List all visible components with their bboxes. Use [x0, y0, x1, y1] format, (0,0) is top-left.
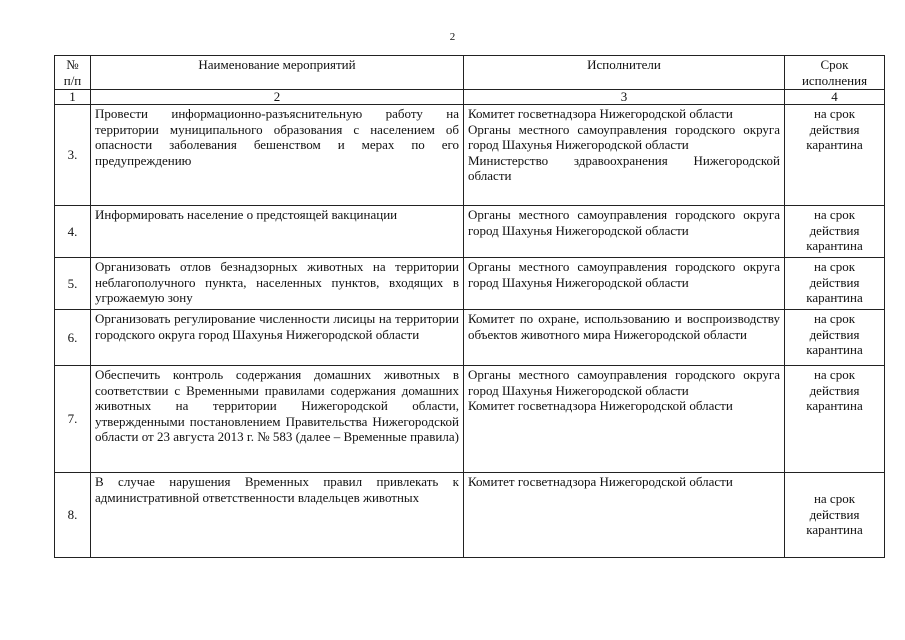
term-line: действия	[809, 506, 860, 522]
term-line: на срок	[813, 106, 856, 121]
header-name: Наименование мероприятий	[91, 56, 464, 90]
executors-cell	[464, 258, 785, 310]
measure-name: Организовать регулирование численности лисицы на территории городского округа город Шахунья Нижегородской области	[91, 310, 464, 366]
header-term-line1: Срок	[820, 57, 849, 72]
header-term	[785, 56, 885, 90]
row-number: 4.	[55, 206, 91, 258]
term-line: карантина	[806, 398, 863, 413]
table-header-row	[55, 56, 885, 90]
term-cell	[785, 206, 885, 258]
measure-name: Информировать население о предстоящей вакцинации	[91, 206, 464, 258]
term-line: карантина	[806, 522, 863, 537]
page-number: 2	[449, 31, 456, 43]
row-number: 6.	[55, 310, 91, 366]
table-row	[55, 105, 885, 206]
header-number-line2: п/п	[63, 72, 82, 88]
table-row	[55, 258, 885, 310]
column-number: 4	[785, 90, 885, 105]
term-line: карантина	[806, 342, 863, 357]
column-numbers-row	[55, 90, 885, 105]
measure-name: Организовать отлов безнадзорных животных на территории неблагополучного пункта, населенных пунктов, входящих в угрожаемую зону	[91, 258, 464, 310]
term-cell	[785, 258, 885, 310]
measures-table	[54, 55, 885, 558]
executor: Комитет госветнадзора Нижегородской области	[468, 474, 733, 489]
executors-cell	[464, 366, 785, 473]
term-line: на срок	[813, 311, 856, 326]
header-number-line1: №	[66, 57, 79, 72]
term-block	[789, 474, 880, 538]
measure-name: Провести информационно-разъяснительную работу на территории муниципального образования с населением об опасности заболевания бешенством и мерах по его предупреждению	[91, 105, 464, 206]
table-row	[55, 366, 885, 473]
measure-name: Обеспечить контроль содержания домашних животных в соответствии с Временными правилами содержания домашних животных на территории Нижегородской области, утвержденными постановлением Правительства Нижегородской области от 23 августа 2013 г. № 583 (далее – Временные правила)	[91, 366, 464, 473]
term-line: на срок	[813, 491, 856, 506]
measure-name: В случае нарушения Временных правил привлекать к административной ответственности владельцев животных	[91, 473, 464, 558]
column-number: 1	[55, 90, 91, 105]
executors-cell	[464, 105, 785, 206]
executor: Комитет госветнадзора Нижегородской области	[468, 106, 733, 121]
executor: Органы местного самоуправления городского округа город Шахунья Нижегородской области	[468, 207, 780, 238]
header-executors: Исполнители	[464, 56, 785, 90]
term-line: действия	[809, 326, 860, 342]
row-number: 8.	[55, 473, 91, 558]
column-number: 2	[91, 90, 464, 105]
term-line: карантина	[806, 290, 863, 305]
term-line: на срок	[813, 367, 856, 382]
term-line: действия	[809, 222, 860, 238]
term-line: действия	[809, 121, 860, 137]
term-cell	[785, 310, 885, 366]
term-line: действия	[809, 274, 860, 290]
executor: Органы местного самоуправления городского округа город Шахунья Нижегородской области	[468, 121, 780, 152]
executor: Комитет госветнадзора Нижегородской области	[468, 398, 733, 413]
term-line: на срок	[813, 259, 856, 274]
column-number: 3	[464, 90, 785, 105]
row-number: 3.	[55, 105, 91, 206]
term-line: на срок	[813, 207, 856, 222]
executor: Органы местного самоуправления городского округа город Шахунья Нижегородской области	[468, 367, 780, 398]
executors-cell	[464, 310, 785, 366]
table-row	[55, 310, 885, 366]
term-line: действия	[809, 382, 860, 398]
executor: Комитет по охране, использованию и воспроизводству объектов животного мира Нижегородской области	[468, 311, 780, 342]
header-number	[55, 56, 91, 90]
executors-cell	[464, 206, 785, 258]
executors-cell	[464, 473, 785, 558]
row-number: 5.	[55, 258, 91, 310]
row-number: 7.	[55, 366, 91, 473]
table-row	[55, 206, 885, 258]
executor: Министерство здравоохранения Нижегородской области	[468, 152, 780, 183]
table-row	[55, 473, 885, 558]
term-cell	[785, 105, 885, 206]
header-term-line2: исполнения	[801, 72, 868, 88]
term-line: карантина	[806, 137, 863, 152]
executor: Органы местного самоуправления городского округа город Шахунья Нижегородской области	[468, 259, 780, 290]
term-cell	[785, 473, 885, 558]
term-line: карантина	[806, 238, 863, 253]
term-cell	[785, 366, 885, 473]
